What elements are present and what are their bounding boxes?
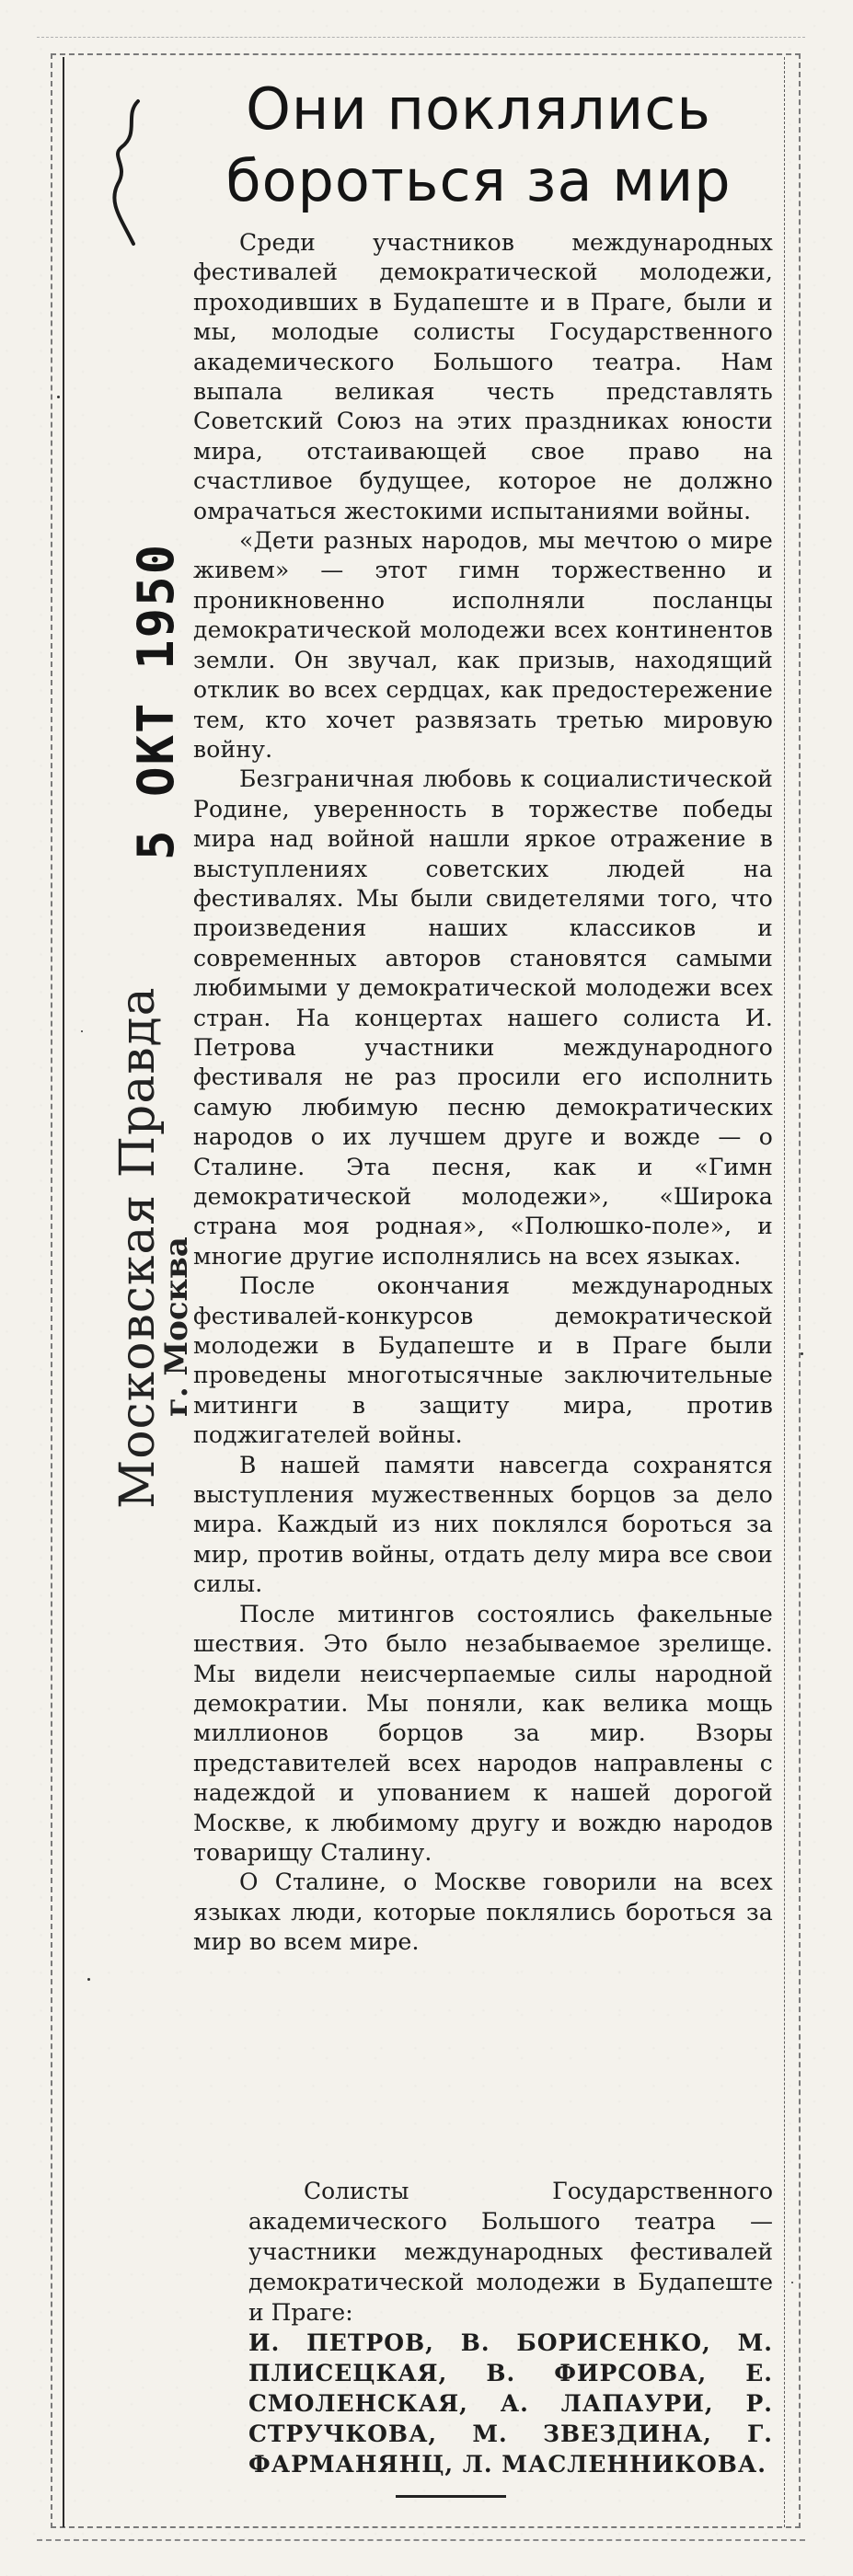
article-signature bbox=[248, 2176, 773, 2479]
signature-intro: Солисты Государственного академического Большого театра — участники международных фестивалей демократической молодежи в Будапеште и Праге: bbox=[248, 2178, 773, 2326]
article-paragraph-6: После митингов состоялись факельные шествия. Это было незабываемое зрелище. Мы видели неисчерпаемые силы народной демократии. Мы поняли, как велика мощь миллионов борцов за мир. Взоры представителей всех народов направлены с надеждой и упованием к нашей дорогой Москве, к любимому другу и вождю народов товарищу Сталину. bbox=[193, 1600, 773, 1866]
article-paragraph-1: Среди участников международных фестивалей демократической молодежи, проходивших в Будапеште и в Праге, были и мы, молодые солисты Государственного академического Большого театра. Нам выпала великая честь представлять Советский Союз на этих праздниках юности мира, отстаивающей свое право на счастливое будущее, которое не должно омрачаться жестокими испытаниями войны. bbox=[193, 229, 773, 524]
article-paragraph-4: После окончания международных фестивалей-конкурсов демократической молодежи в Будапеште и в Праге были проведены многотысячные заключительные митинги в защиту мира, против поджигателей войны. bbox=[193, 1272, 773, 1449]
article-paragraph-5: В нашей памяти навсегда сохранятся выступления мужественных борцов за дело мира. Каждый из них поклялся бороться за мир, против войны, отдать делу мира все свои силы. bbox=[193, 1451, 773, 1598]
ink-speck bbox=[801, 1352, 803, 1355]
left-column-rule bbox=[63, 57, 64, 2527]
right-cut-line bbox=[784, 57, 785, 2527]
end-rule bbox=[396, 2495, 506, 2498]
newspaper-city: г. Москва bbox=[158, 1236, 195, 1417]
headline-line-2: бороться за мир bbox=[225, 147, 732, 214]
ink-speck bbox=[57, 396, 60, 398]
article-body bbox=[193, 228, 773, 1958]
bracket-mark-icon bbox=[101, 97, 156, 253]
bottom-cut-line bbox=[37, 2539, 805, 2541]
date-stamp: 5 ОКТ 1950 bbox=[127, 542, 185, 860]
ink-speck bbox=[791, 2282, 793, 2283]
headline-line-1: Они поклялись bbox=[246, 75, 711, 143]
article-paragraph-7: О Сталине, о Москве говорили на всех языках люди, которые поклялись бороться за мир во всем мире. bbox=[193, 1869, 773, 1956]
article-paragraph-3: Безграничная любовь к социалистической Родине, уверенность в торжестве победы мира над войной нашли яркое отражение в выступлениях советских людей на фестивалях. Мы были свидетелями того, что произведения наших классиков и современных авторов становятся самыми любимыми у демократической молодежи всех стран. На концертах нашего солиста И. Петрова участники международного фестиваля не раз просили его исполнить самую любимую песню демократических народов о их лучшем друге и вожде — о Сталине. Эта песня, как и «Гимн демократической молодежи», «Широка страна моя родная», «Полюшко-поле», и многие другие исполнялись на всех языках. bbox=[193, 765, 773, 1270]
ink-speck bbox=[81, 1030, 83, 1032]
signature-names: И. ПЕТРОВ, В. БОРИСЕНКО, М. ПЛИСЕЦКАЯ, В. ФИРСОВА, Е. СМОЛЕНСКАЯ, А. ЛАПАУРИ, Р. СТРУЧКОВА, М. ЗВЕЗДИНА, Г. ФАРМАНЯНЦ, Л. МАСЛЕННИКОВА. bbox=[248, 2329, 773, 2478]
article-paragraph-2: «Дети разных народов, мы мечтою о мире живем» — этот гимн торжественно и проникновенно исполняли посланцы демократической молодежи всех континентов земли. Он звучал, как призыв, находящий отклик во всех сердцах, как предостережение тем, кто хочет развязать третью мировую войну. bbox=[193, 527, 773, 763]
newspaper-masthead: Московская Правда bbox=[110, 986, 166, 1509]
article-headline bbox=[193, 74, 764, 217]
ink-speck bbox=[87, 1978, 90, 1981]
top-cut-line bbox=[37, 37, 805, 38]
